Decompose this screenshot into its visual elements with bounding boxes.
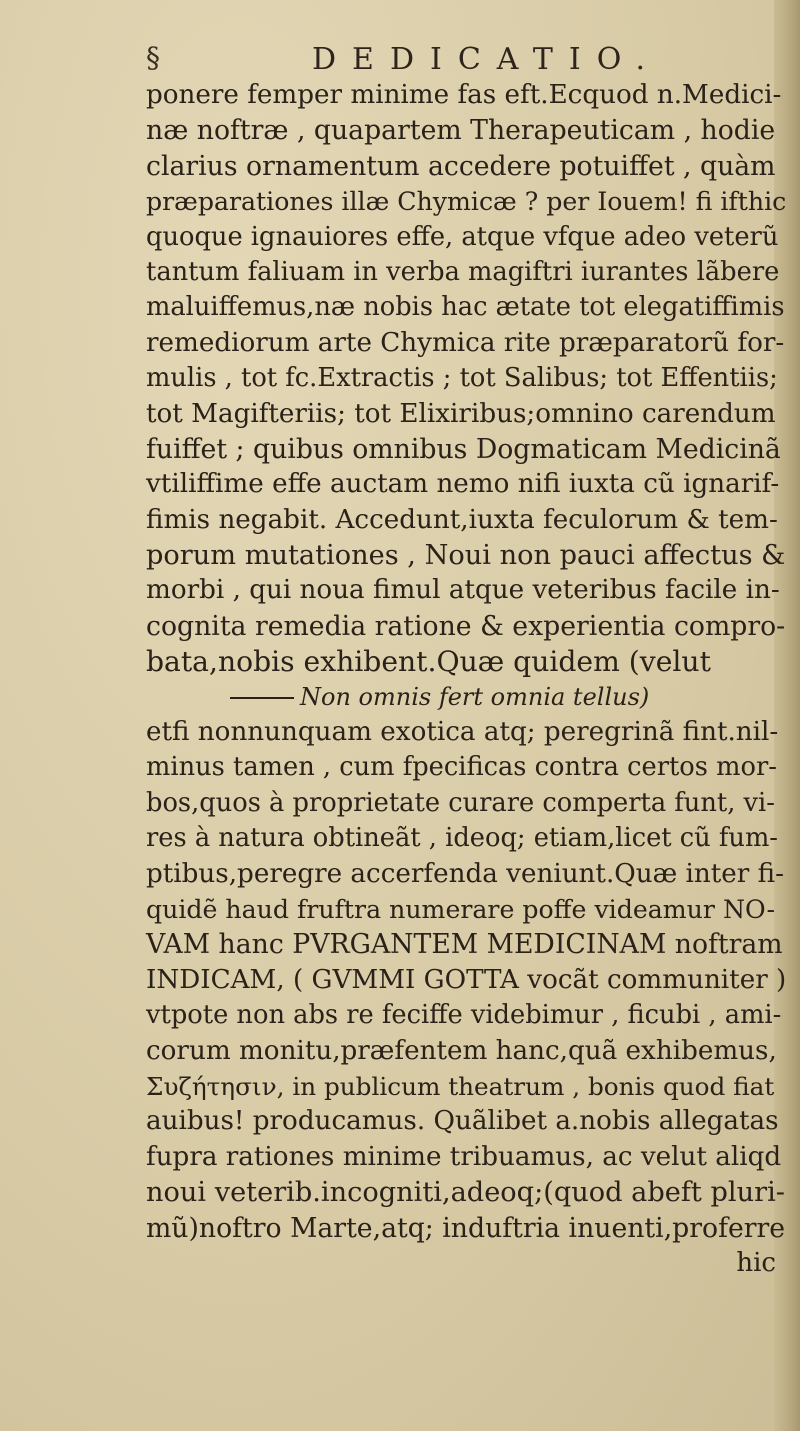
text-line: vtpote non abs re feciffe videbimur , ficubi , ami-: [146, 1000, 782, 1031]
text-line: fupra rationes minime tribuamus, ac velut aliqd: [146, 1141, 782, 1172]
text-line: vtiliffime effe auctam nemo nifi iuxta cũ ignarif-: [146, 469, 780, 500]
text-line: morbi , qui noua fimul atque veteribus facile in-: [146, 575, 780, 606]
text-line: noui veterib.incogniti,adeoq;(quod abeft pluri-: [146, 1177, 785, 1209]
text-line: tantum faliuam in verba magiftri iurantes lãbere: [146, 256, 780, 287]
text-line: clarius ornamentum accedere potuiffet , quàm: [146, 150, 776, 182]
text-line: tot Magifteriis; tot Elixiribus;omnino carendum: [146, 398, 776, 429]
quote-dash: [230, 697, 294, 699]
text-line: res à natura obtineãt , ideoq; etiam,licet cũ fum-: [146, 823, 778, 854]
text-line: remediorum arte Chymica rite præparatorũ for-: [146, 327, 785, 358]
body-text: [146, 78, 786, 1276]
text-line: mulis , tot fc.Extractis ; tot Salibus; tot Effentiis;: [146, 363, 778, 394]
text-line: etfi nonnunquam exotica atq; peregrinã fint.nil-: [146, 717, 779, 748]
text-line: mũ)noftro Marte,atq; induftria inuenti,proferre: [146, 1212, 786, 1244]
text-line: minus tamen , cum fpecificas contra certos mor-: [146, 752, 777, 783]
text-line: quidẽ haud fruftra numerare poffe videamur NO-: [146, 894, 776, 924]
text-line: præparationes illæ Chymicæ ? per Iouem! fi ifthic: [146, 187, 787, 217]
folio-mark: §: [146, 41, 160, 74]
text-line: auibus! producamus. Quãlibet a.nobis allegatas: [146, 1106, 779, 1137]
text-line: cognita remedia ratione & experientia compro-: [146, 610, 786, 642]
text-line: bos,quos à proprietate curare comperta funt, vi-: [146, 787, 775, 818]
catchword: hic: [736, 1247, 776, 1278]
text-line: fuiffet ; quibus omnibus Dogmaticam Medicinã: [146, 433, 781, 465]
text-line: INDICAM, ( GVMMI GOTTA vocãt communiter ): [146, 964, 787, 995]
quotation-text: Non omnis fert omnia tellus): [300, 682, 650, 711]
text-line: Συζήτησιν, in publicum theatrum , bonis quod fiat: [146, 1071, 775, 1101]
text-line: næ noftræ , quapartem Therapeuticam , hodie: [146, 115, 776, 147]
text-line: fimis negabit. Accedunt,iuxta feculorum & tem-: [146, 504, 778, 535]
quotation-line: [146, 680, 786, 715]
text-line: porum mutationes , Noui non pauci affectus &: [146, 540, 786, 572]
text-line: corum monitu,præfentem hanc,quã exhibemus,: [146, 1035, 777, 1066]
text-line: ponere femper minime fas eft.Ecquod n.Medici-: [146, 80, 782, 110]
text-line: quoque ignauiores effe, atque vfque adeo veterũ: [146, 221, 779, 252]
text-line: bata,nobis exhibent.Quæ quidem (velut: [146, 645, 711, 679]
text-line: VAM hanc PVRGANTEM MEDICINAM noftram: [146, 929, 783, 961]
text-line: ptibus,peregre accerfenda veniunt.Quæ inter fi-: [146, 858, 784, 889]
running-title: DEDICATIO.: [312, 42, 662, 77]
text-line: maluiffemus,næ nobis hac ætate tot elegatiffimis: [146, 292, 785, 323]
